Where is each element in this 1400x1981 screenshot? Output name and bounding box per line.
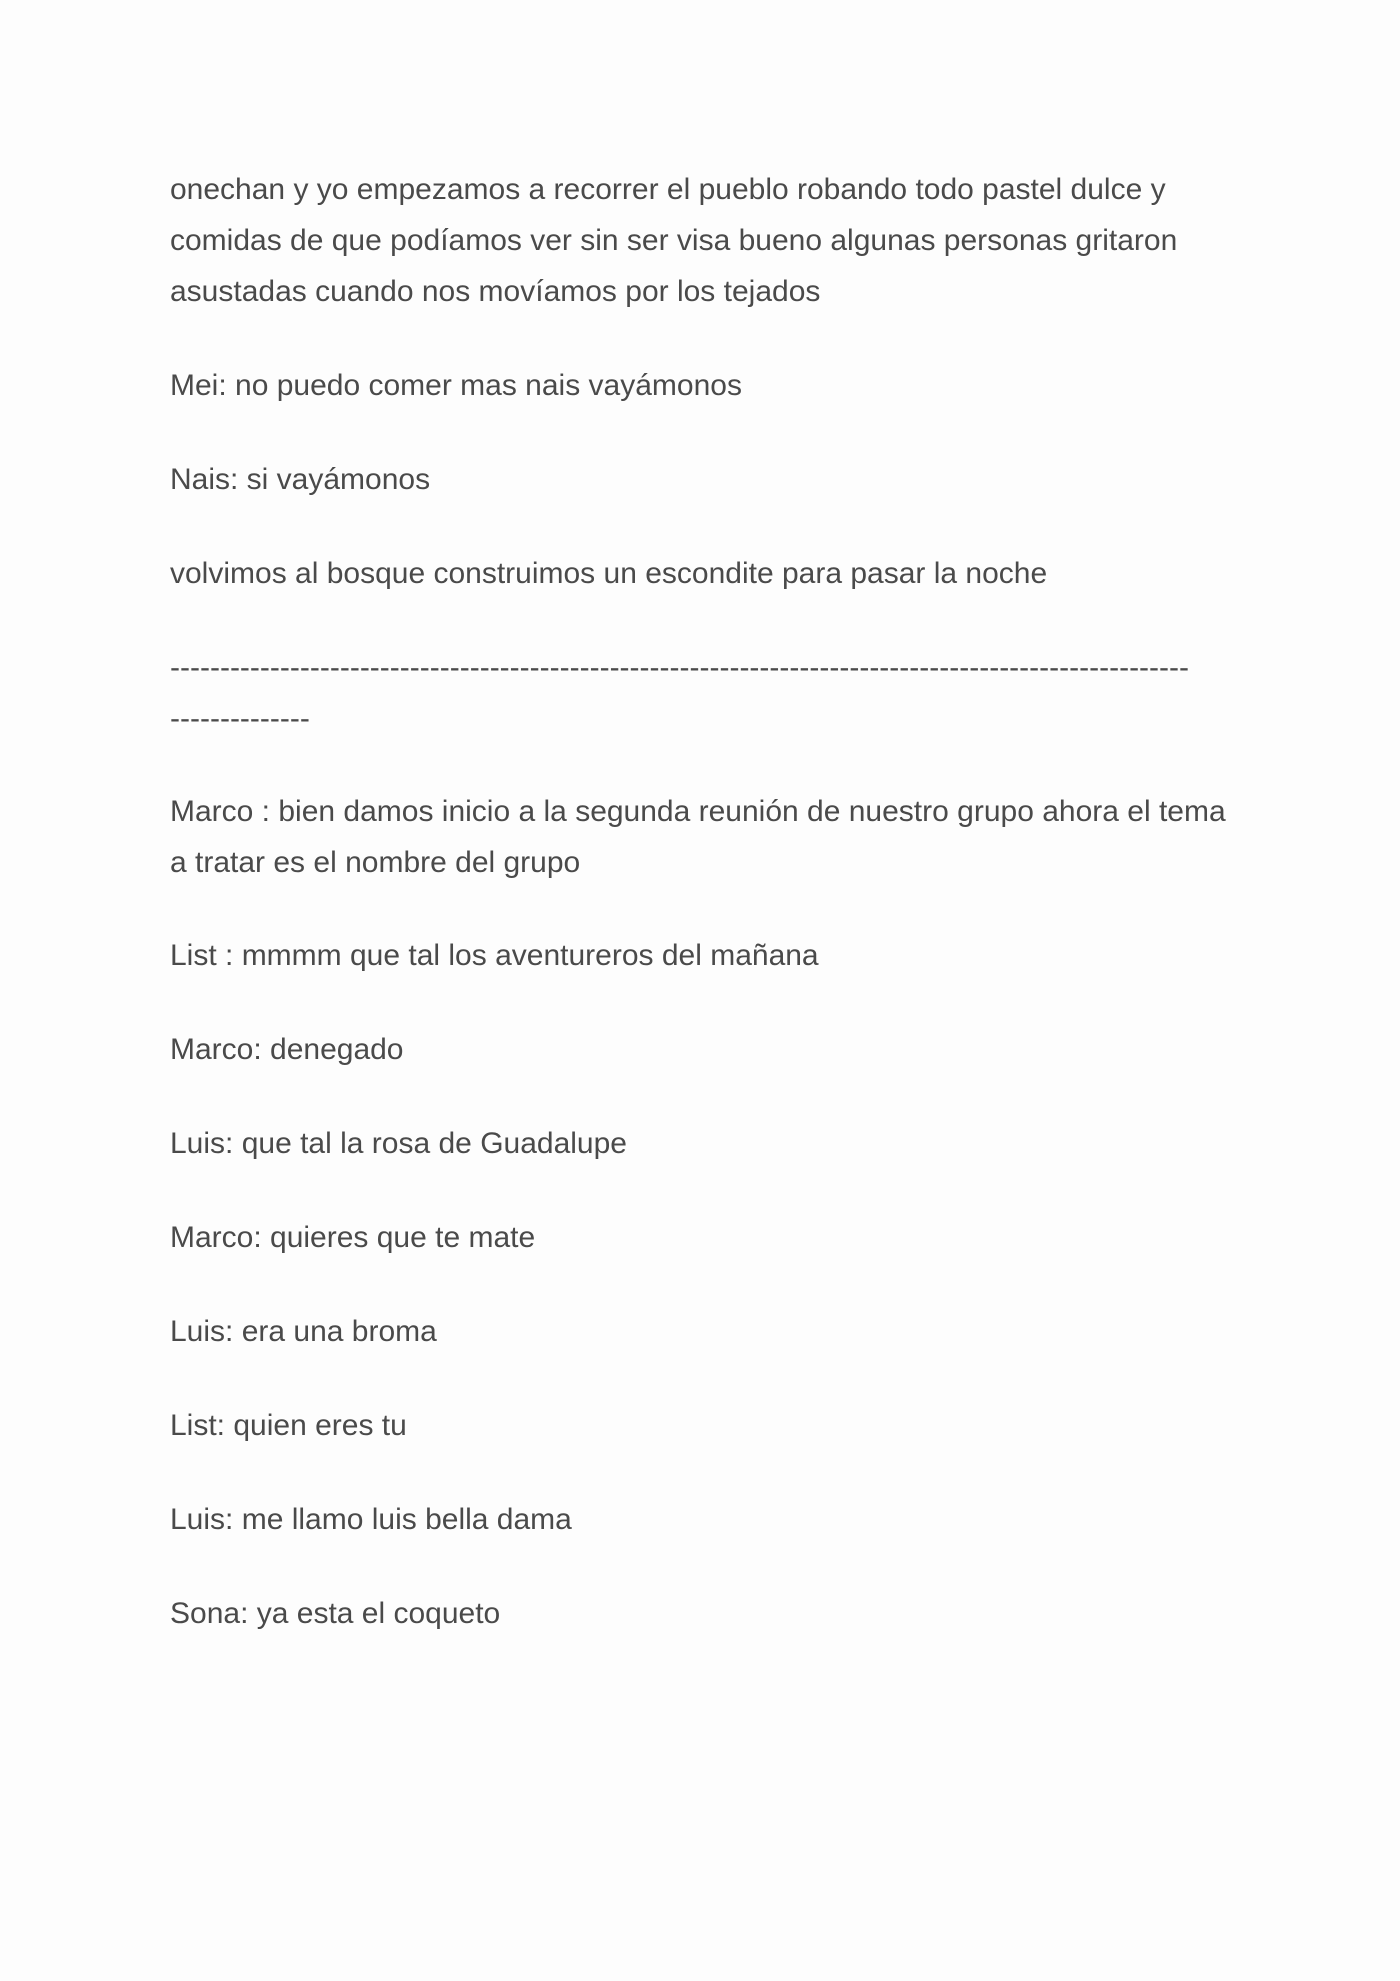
dialogue-line: Luis: me llamo luis bella dama <box>170 1503 572 1536</box>
dialogue-line: Marco : bien damos inicio a la segunda reunión de nuestro grupo ahora el tema a tratar es el nombre del grupo <box>170 795 1226 879</box>
scene-divider: ------------------------------------------------------------------------------------------------------ <box>170 651 1190 684</box>
dialogue-line: Nais: si vayámonos <box>170 463 431 496</box>
narration-paragraph: volvimos al bosque construimos un escondite para pasar la noche <box>170 557 1048 590</box>
dialogue-line: Luis: que tal la rosa de Guadalupe <box>170 1127 627 1160</box>
dialogue-line: Sona: ya esta el coqueto <box>170 1597 501 1630</box>
dialogue-line: List : mmmm que tal los aventureros del mañana <box>170 939 819 972</box>
dialogue-line: Marco: denegado <box>170 1033 404 1066</box>
dialogue-line: Mei: no puedo comer mas nais vayámonos <box>170 369 742 402</box>
dialogue-line: Marco: quieres que te mate <box>170 1221 536 1254</box>
dialogue-line: List: quien eres tu <box>170 1409 407 1442</box>
dialogue-line: Luis: era una broma <box>170 1315 437 1348</box>
narration-paragraph: onechan y yo empezamos a recorrer el pueblo robando todo pastel dulce y comidas de que podíamos ver sin ser visa bueno algunas personas gritaron asustadas cuando nos movíamos por los tejados <box>170 173 1178 308</box>
scene-divider-continued: -------------- <box>170 702 310 735</box>
